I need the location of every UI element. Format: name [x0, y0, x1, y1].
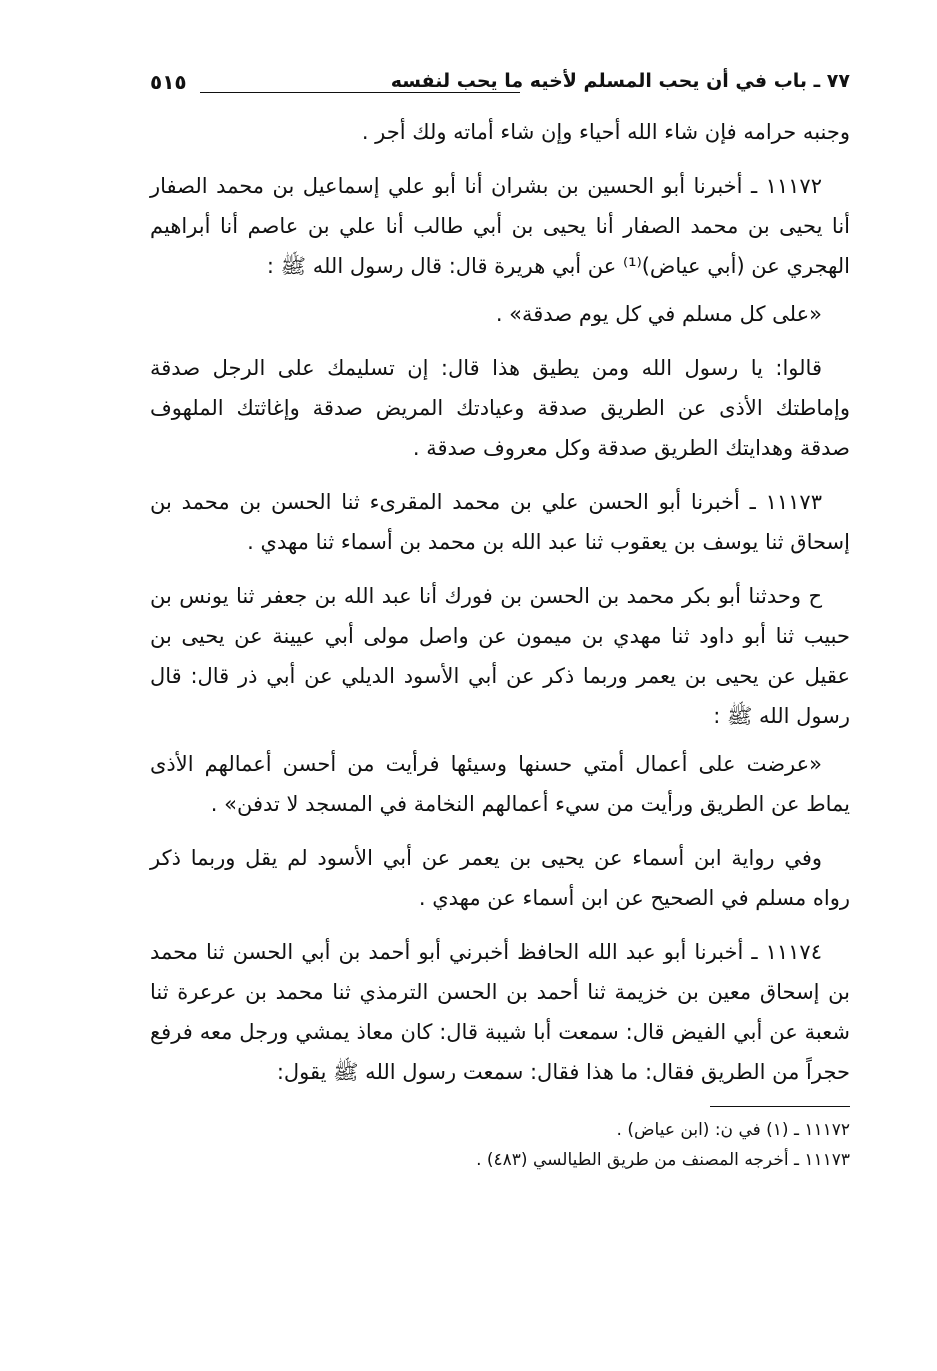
- footnote: ١١١٧٢ ـ (١) في ن: (ابن عياض) .: [616, 1120, 850, 1140]
- hadith-11174: ١١١٧٤ ـ أخبرنا أبو عبد الله الحافظ أخبرني أبو أحمد بن أبي الحسن ثنا محمد بن إسحاق معين بن خزيمة ثنا أحمد بن الحسن الترمذي ثنا محمد بن عرعرة ثنا شعبة عن أبي الفيض قال: سمعت أبا شيبة قال: كان معاذ يمشي ورجل معه فرفع حجراً من الطريق فقال: ما هذا فقال: سمعت رسول الله ﷺ يقول:: [150, 940, 850, 1084]
- chapter-title: ٧٧ ـ باب في أن يحب المسلم لأخيه ما يحب لنفسه: [390, 70, 850, 92]
- footnote: ١١١٧٣ ـ أخرجه المصنف من طريق الطيالسي (٤٨٣) .: [476, 1150, 850, 1170]
- hadith-11172-quote: «على كل مسلم في كل يوم صدقة» .: [495, 302, 822, 326]
- hadith-11173-quote: «عرضت على أعمال أمتي حسنها وسيئها فرأيت من أحسن أعمالهم الأذى يماط عن الطريق ورأيت من سيء أعمالهم النخامة في المسجد لا تدفن» .: [150, 752, 850, 816]
- paragraph-continuation: وجنبه حرامه فإن شاء الله أحياء وإن شاء أماته ولك أجر .: [361, 120, 850, 144]
- page-number: ٥١٥: [150, 70, 187, 94]
- hadith-11173: ١١١٧٣ ـ أخبرنا أبو الحسن علي بن محمد المقرىء ثنا الحسن بن محمد بن إسحاق ثنا يوسف بن يعقوب ثنا عبد الله بن محمد بن أسماء ثنا مهدي .: [150, 490, 850, 554]
- document-page: [150, 70, 850, 1175]
- hadith-11172: ١١١٧٢ ـ أخبرنا أبو الحسين بن بشران أنا أبو علي إسماعيل بن محمد الصفار أنا يحيى بن محمد الصفار أنا يحيى بن أبي طالب أنا علي بن عاصم أنا أبراهيم الهجري عن (أبي عياض)⁽¹⁾ عن أبي هريرة قال: قال رسول الله ﷺ :: [150, 174, 850, 278]
- footnote-rule: [710, 1106, 850, 1107]
- hadith-11173-note: وفي رواية ابن أسماء عن يحيى بن يعمر عن أبي الأسود لم يقل وربما ذكر رواه مسلم في الصحيح عن ابن أسماء عن مهدي .: [150, 846, 850, 910]
- hadith-11173-chain: ح وحدثنا أبو بكر محمد بن الحسن بن فورك أنا عبد الله بن جعفر ثنا يونس بن حبيب ثنا أبو داود ثنا مهدي بن ميمون عن واصل مولى أبي عيينة عن يحيى بن عقيل عن يحيى بن يعمر وربما ذكر عن أبي الأسود الديلي عن أبي ذر قال: قال رسول الله ﷺ :: [150, 584, 850, 728]
- header-rule: [200, 92, 520, 93]
- hadith-11172-continuation: قالوا: يا رسول الله ومن يطيق هذا قال: إن تسليمك على الرجل صدقة وإماطتك الأذى عن الطريق صدقة وعيادتك المريض صدقة وإغاثتك الملهوف صدقة وهدايتك الطريق صدقة وكل معروف صدقة .: [150, 356, 850, 460]
- running-header: [150, 70, 850, 112]
